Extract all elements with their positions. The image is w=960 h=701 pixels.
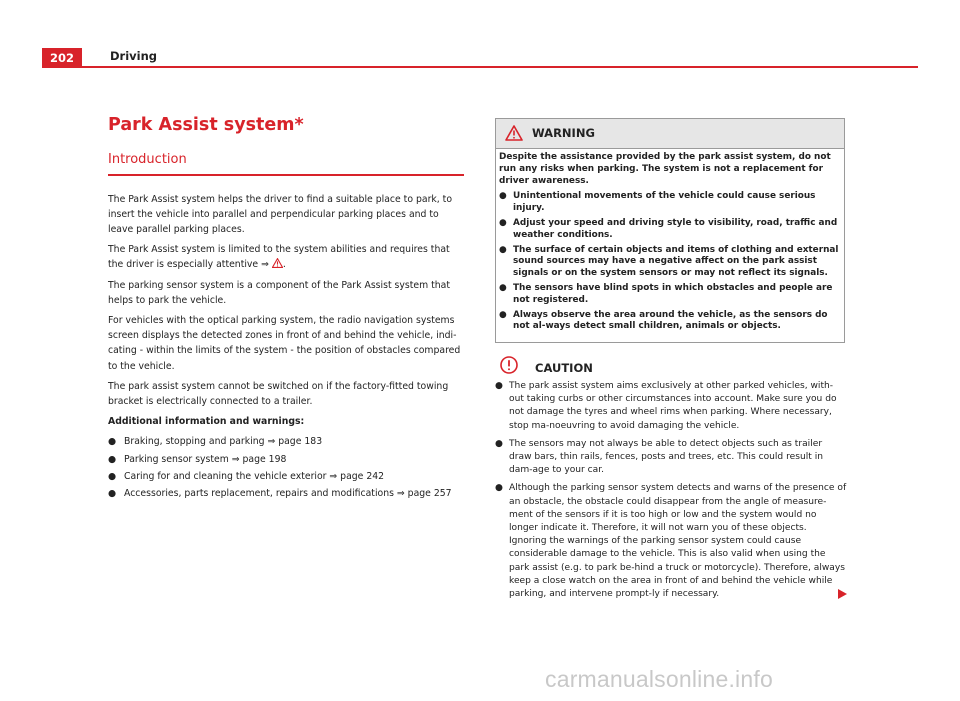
caution-item-text: The park assist system aims exclusively at other parked vehicles, with-out taking curbs or other circumstances into account. Make sure you do not damage the tyres and wheel rims when parking. Where necessary, stop ma-noeuvring to avoid damaging the vehicle. bbox=[509, 381, 837, 431]
link-text: Caring for and cleaning the vehicle exterior ⇒ page 242 bbox=[124, 470, 385, 482]
warning-title: WARNING bbox=[532, 126, 595, 140]
warning-intro: Despite the assistance provided by the park assist system, do not run any risks when parking. The system is not a replacement for driver awareness. bbox=[499, 152, 831, 186]
caution-header bbox=[495, 356, 847, 380]
bullet: ● bbox=[495, 438, 503, 449]
heading-rule bbox=[108, 174, 464, 176]
page-header bbox=[42, 48, 918, 68]
page-number: 202 bbox=[42, 48, 82, 68]
caution-circle-icon bbox=[500, 356, 518, 374]
link-braking[interactable] bbox=[108, 434, 464, 449]
link-text: Braking, stopping and parking ⇒ page 183 bbox=[124, 436, 323, 448]
bullet: ● bbox=[108, 470, 117, 482]
bullet: ● bbox=[499, 191, 507, 202]
warning-item-text: Adjust your speed and driving style to visibility, road, traffic and weather conditions. bbox=[513, 217, 838, 240]
link-text: Accessories, parts replacement, repairs and modifications ⇒ page 257 bbox=[124, 487, 452, 499]
page-title: Park Assist system* bbox=[108, 115, 304, 135]
warning-box bbox=[495, 118, 845, 343]
attentive-paragraph bbox=[108, 242, 464, 272]
section-title: Driving bbox=[110, 49, 158, 63]
link-caring[interactable] bbox=[108, 469, 464, 484]
warning-item bbox=[499, 218, 840, 242]
intro-paragraph: The Park Assist system helps the driver to find a suitable place to park, to insert the vehicle into parallel and perpendicular parking places and to leave parallel parking places. bbox=[108, 193, 453, 235]
caution-item-text: The sensors may not always be able to detect objects such as trailer draw bars, thin rails, fences, posts and trees, etc. This could result in dam-age to your car. bbox=[509, 438, 824, 476]
bullet: ● bbox=[499, 282, 507, 293]
bullet: ● bbox=[499, 217, 507, 228]
warning-item-text: Unintentional movements of the vehicle could cause serious injury. bbox=[513, 191, 816, 214]
warning-item bbox=[499, 283, 840, 307]
section-heading: Introduction bbox=[108, 152, 187, 167]
caution-title: CAUTION bbox=[535, 361, 593, 375]
caution-item bbox=[495, 438, 847, 478]
caution-section bbox=[495, 356, 847, 606]
warning-ref-icon[interactable] bbox=[272, 258, 283, 268]
warning-item-text: The surface of certain objects and items of clothing and external sound sources may have a negative affect on the park assist signals or on the system sensors or may not reflect its signals. bbox=[513, 244, 839, 279]
attentive-text: The Park Assist system is limited to the system abilities and requires that the driver is especially attentive ⇒ bbox=[108, 244, 450, 271]
caution-item bbox=[495, 380, 847, 433]
link-text: Parking sensor system ⇒ page 198 bbox=[124, 453, 287, 465]
warning-body bbox=[496, 149, 844, 333]
towing-paragraph: The park assist system cannot be switched on if the factory-fitted towing bracket is electrically connected to a trailer. bbox=[108, 380, 449, 407]
continue-arrow-icon[interactable] bbox=[836, 588, 848, 600]
warning-item-text: The sensors have blind spots in which obstacles and people are not registered. bbox=[513, 282, 833, 305]
bullet: ● bbox=[495, 483, 503, 494]
sensor-paragraph: The parking sensor system is a component of the Park Assist system that helps to park the vehicle. bbox=[108, 279, 450, 306]
attentive-end: . bbox=[282, 259, 286, 271]
header-rule bbox=[82, 66, 918, 68]
bullet: ● bbox=[499, 309, 507, 320]
warning-header bbox=[496, 119, 844, 149]
warning-item bbox=[499, 310, 840, 334]
bullet: ● bbox=[108, 487, 117, 499]
warning-item bbox=[499, 191, 840, 215]
watermark: carmanualsonline.info bbox=[545, 666, 773, 692]
warning-triangle-icon bbox=[505, 125, 523, 141]
bullet: ● bbox=[499, 244, 507, 255]
bullet: ● bbox=[108, 453, 117, 465]
caution-item bbox=[495, 482, 847, 601]
warning-item-text: Always observe the area around the vehicle, as the sensors do not al-ways detect small children, animals or objects. bbox=[513, 309, 828, 332]
warning-item bbox=[499, 245, 840, 280]
optical-paragraph: For vehicles with the optical parking system, the radio navigation systems screen displays the detected zones in front of and behind the vehicle, indi-cating - within the limits of the system - the position of obstacles compared to the vehicle. bbox=[108, 314, 461, 372]
introduction-column bbox=[108, 113, 464, 503]
bullet: ● bbox=[108, 436, 117, 448]
link-parking-sensor[interactable] bbox=[108, 452, 464, 467]
caution-item-text: Although the parking sensor system detects and warns of the presence of an obstacle, the obstacle could disappear from the angle of measure-ment of the sensors if it is too high or low and the system would no longer indicate it. Therefore, it will not warn you of these objects. Ignoring the warnings of the parking sensor system could cause considerable damage to the vehicle. This is also valid when using the park assist (e.g. to park be-hind a truck or motorcycle). Therefore, always keep a close watch on the area in front of and behind the vehicle while parking, and intervene prompt-ly if necessary. bbox=[509, 483, 847, 600]
bullet: ● bbox=[495, 381, 503, 391]
additional-info-heading: Additional information and warnings: bbox=[108, 416, 305, 428]
link-accessories[interactable] bbox=[108, 486, 464, 501]
